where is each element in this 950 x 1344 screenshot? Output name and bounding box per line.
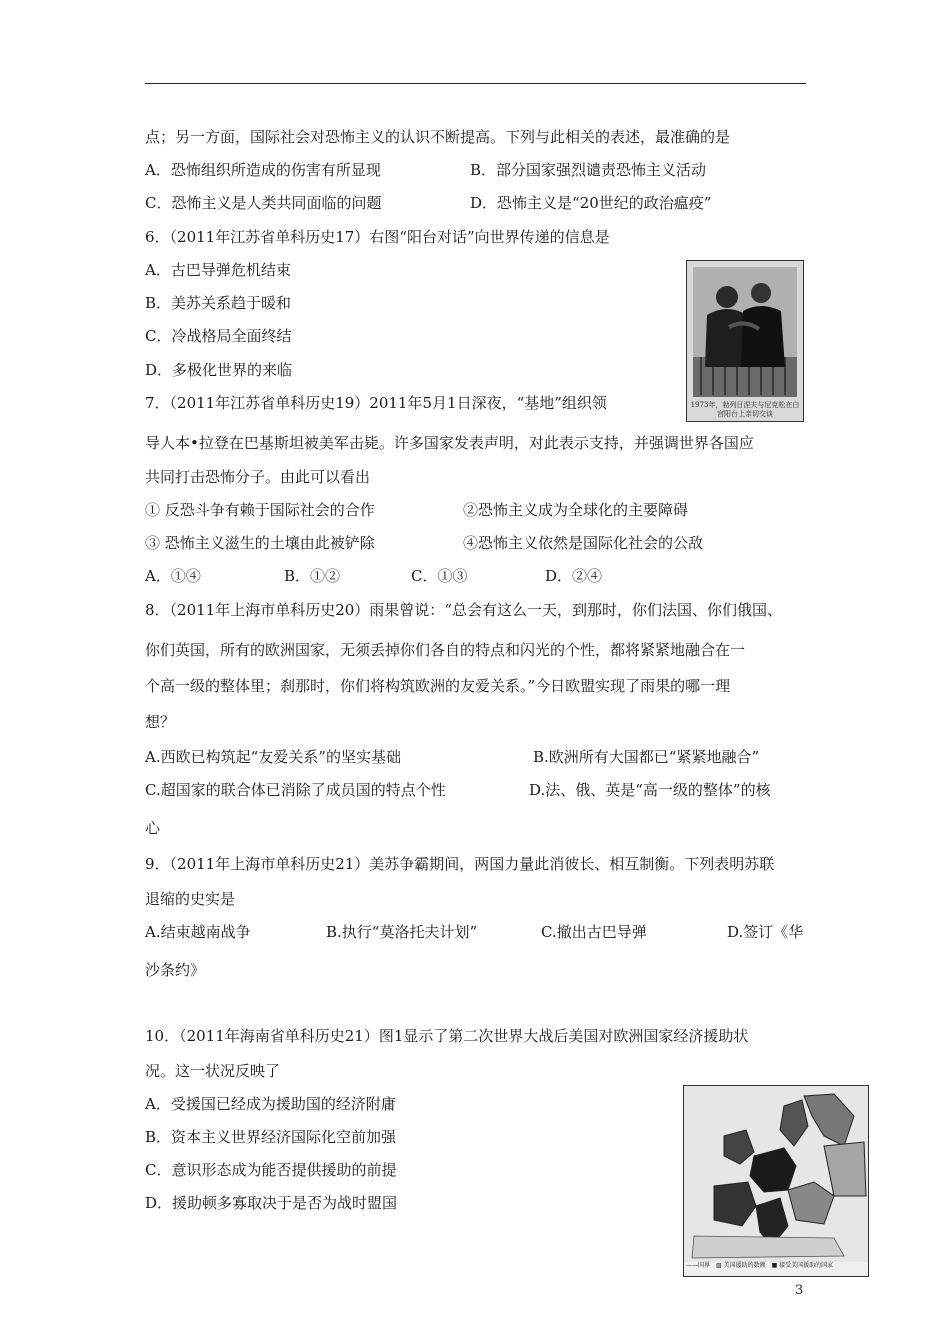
q7-option-b: B．①② <box>284 567 341 585</box>
q7-option-d: D．②④ <box>545 567 603 585</box>
q8-option-c: C.超国家的联合体已消除了成员国的特点个性 <box>145 781 446 799</box>
q8-stem-line2: 你们英国，所有的欧洲国家，无须丢掉你们各自的特点和闪光的个性，都将紧紧地融合在一 <box>145 641 746 659</box>
europe-map-icon <box>684 1086 868 1262</box>
q5-option-c: C．恐怖主义是人类共同面临的问题 <box>145 194 382 212</box>
q8-option-d: D.法、俄、英是“高一级的整体”的核 <box>529 781 771 799</box>
q10-option-b: B．资本主义世界经济国际化空前加强 <box>145 1128 397 1146</box>
q8-option-a: A.西欧已构筑起“友爱关系”的坚实基础 <box>145 748 401 766</box>
q5-option-b: B．部分国家强烈谴责恐怖主义活动 <box>470 161 707 179</box>
q6-option-c: C．冷战格局全面终结 <box>145 327 292 345</box>
q7-statement-4: ④恐怖主义依然是国际化社会的公敌 <box>463 534 704 552</box>
q9-stem-line2: 退缩的史实是 <box>145 890 236 908</box>
q5-option-a: A．恐怖组织所造成的伤害有所显现 <box>145 161 381 179</box>
q9-option-a: A.结束越南战争 <box>145 923 251 941</box>
photo-caption: 1973年，勃列日涅夫与尼克松在白宫阳台上亲切交谈 <box>690 401 800 418</box>
q8-stem-line4: 想？ <box>145 713 176 731</box>
q6-option-b: B．美苏关系趋于暖和 <box>145 294 292 312</box>
q7-option-a: A．①④ <box>145 567 201 585</box>
q8-stem-line1: 8．（2011年上海市单科历史20）雨果曾说：“总会有这么一天，到那时，你们法国、你们俄国、 <box>145 601 782 619</box>
q7-statement-1: ① 反恐斗争有赖于国际社会的合作 <box>145 501 375 519</box>
two-leaders-silhouette-icon <box>693 267 797 397</box>
q9-option-b: B.执行“莫洛托夫计划” <box>326 923 478 941</box>
q10-option-c: C．意识形态成为能否提供援助的前提 <box>145 1161 397 1179</box>
q6-stem: 6．（2011年江苏省单科历史17）右图“阳台对话”向世界传递的信息是 <box>145 228 610 246</box>
q9-option-c: C.撤出古巴导弹 <box>541 923 647 941</box>
q6-option-a: A．古巴导弹危机结束 <box>145 261 291 279</box>
q7-stem-line3: 共同打击恐怖分子。由此可以看出 <box>145 468 371 486</box>
q7-stem-line1: 7．（2011年江苏省单科历史19）2011年5月1日深夜，“基地”组织领 <box>145 394 607 412</box>
header-rule <box>145 83 806 84</box>
q10-stem-line2: 况。这一状况反映了 <box>145 1062 281 1080</box>
q10-option-a: A．受援国已经成为援助国的经济附庸 <box>145 1095 396 1113</box>
q5-option-d: D．恐怖主义是“20世纪的政治瘟疫” <box>470 194 712 212</box>
q9-option-d-cont: 沙条约》 <box>145 961 206 979</box>
q5-stem-tail: 点；另一方面，国际社会对恐怖主义的认识不断提高。下列与此相关的表述，最准确的是 <box>145 128 731 146</box>
q8-stem-line3: 个高一级的整体里；刹那时，你们将构筑欧洲的友爱关系。”今日欧盟实现了雨果的哪一理 <box>145 677 731 695</box>
q9-stem-line1: 9．（2011年上海市单科历史21）美苏争霸期间，两国力量此消彼长、相互制衡。下列表明苏联 <box>145 855 775 873</box>
q8-option-b: B.欧洲所有大国都已“紧紧地融合” <box>533 748 760 766</box>
page-number: 3 <box>795 1283 804 1298</box>
europe-aid-map <box>683 1085 869 1277</box>
balcony-dialogue-photo <box>686 260 804 422</box>
q10-option-d: D．援助顿多寡取决于是否为战时盟国 <box>145 1194 398 1212</box>
q10-stem-line1: 10．（2011年海南省单科历史21）图1显示了第二次世界大战后美国对欧洲国家经济援助状 <box>145 1027 749 1045</box>
q7-stem-line2: 导人本•拉登在巴基斯坦被美军击毙。许多国家发表声明，对此表示支持，并强调世界各国应 <box>145 434 754 452</box>
photo-scene <box>693 267 797 397</box>
map-legend: ——国界 ▨ 美国援助的数额 ■ 接受美国援助的国家 <box>686 1262 834 1269</box>
q9-option-d: D.签订《华 <box>727 923 804 941</box>
q7-statement-2: ②恐怖主义成为全球化的主要障碍 <box>463 501 689 519</box>
q7-statement-3: ③ 恐怖主义滋生的土壤由此被铲除 <box>145 534 375 552</box>
q7-option-c: C．①③ <box>411 567 468 585</box>
q6-option-d: D．多极化世界的来临 <box>145 361 293 379</box>
q8-option-d-cont: 心 <box>145 819 161 837</box>
